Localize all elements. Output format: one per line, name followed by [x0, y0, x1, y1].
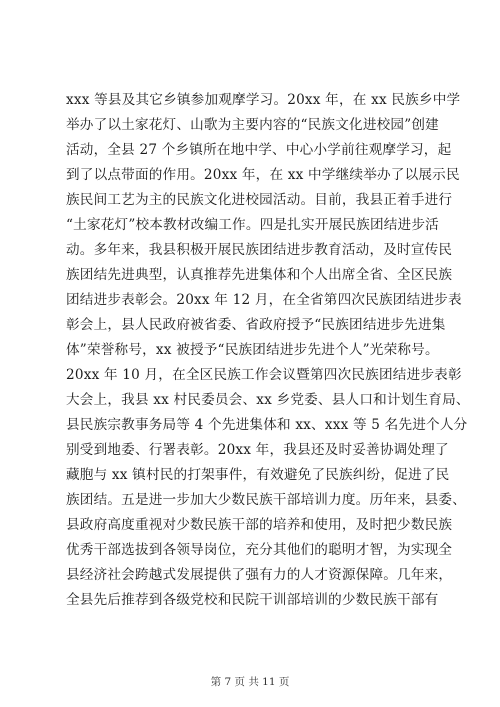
text-line: 大会上，我县 xx 村民委员会、xx 乡党委、县人口和计划生育局、	[66, 392, 470, 408]
text-line: 县政府高度重视对少数民族干部的培养和使用，及时把少数民族	[66, 517, 453, 533]
page-footer: 第 7 页 共 11 页	[210, 676, 290, 688]
text-line: 活动，全县 27 个乡镇所在地中学、中心小学前往观摩学习，起	[66, 142, 452, 158]
text-line: 全县先后推荐到各级党校和民院干训部培训的少数民族干部有	[66, 592, 439, 608]
text-line: 20xx 年 10 月，在全区民族工作会议暨第四次民族团结进步表彰	[66, 367, 462, 383]
text-line: 族团结。五是进一步加大少数民族干部培训力度。历年来，县委、	[66, 492, 467, 508]
text-line: 族团结先进典型，认真推荐先进集体和个人出席全省、全区民族	[66, 267, 453, 283]
text-line: 县经济社会跨越式发展提供了强有力的人才资源保障。几年来，	[66, 567, 453, 583]
text-line: 团结进步表彰会。20xx 年 12 月，在全省第四次民族团结进步表	[66, 292, 462, 308]
text-line: 县民族宗教事务局等 4 个先进集体和 xx、xxx 等 5 名先进个人分	[66, 417, 468, 433]
text-line: 到了以点带面的作用。20xx 年，在 xx 中学继续举办了以展示民	[66, 167, 460, 183]
text-line: “土家花灯”校本教材改编工作。四是扎实开展民族团结进步活	[66, 217, 439, 233]
text-line: 体”荣誉称号，xx 被授予“民族团结进步先进个人”光荣称号。	[66, 342, 439, 358]
text-line: 族民间工艺为主的民族文化进校园活动。目前，我县正着手进行	[66, 192, 453, 208]
text-line: 动。多年来，我县积极开展民族团结进步教育活动，及时宣传民	[66, 242, 453, 258]
text-line: 别受到地委、行署表彰。20xx 年，我县还及时妥善协调处理了	[66, 442, 449, 458]
text-line: xxx 等县及其它乡镇参加观摩学习。20xx 年，在 xx 民族乡中学	[66, 92, 461, 108]
body-text	[66, 88, 470, 613]
text-line: 优秀干部选拔到各领导岗位，充分其他们的聪明才智，为实现全	[66, 542, 453, 558]
text-line: 举办了以土家花灯、山歌为主要内容的“民族文化进校园”创建	[66, 117, 439, 133]
text-line: 彰会上，县人民政府被省委、省政府授予“民族团结进步先进集	[66, 317, 446, 333]
text-line: 藏胞与 xx 镇村民的打架事件，有效避免了民族纠纷，促进了民	[66, 467, 450, 483]
